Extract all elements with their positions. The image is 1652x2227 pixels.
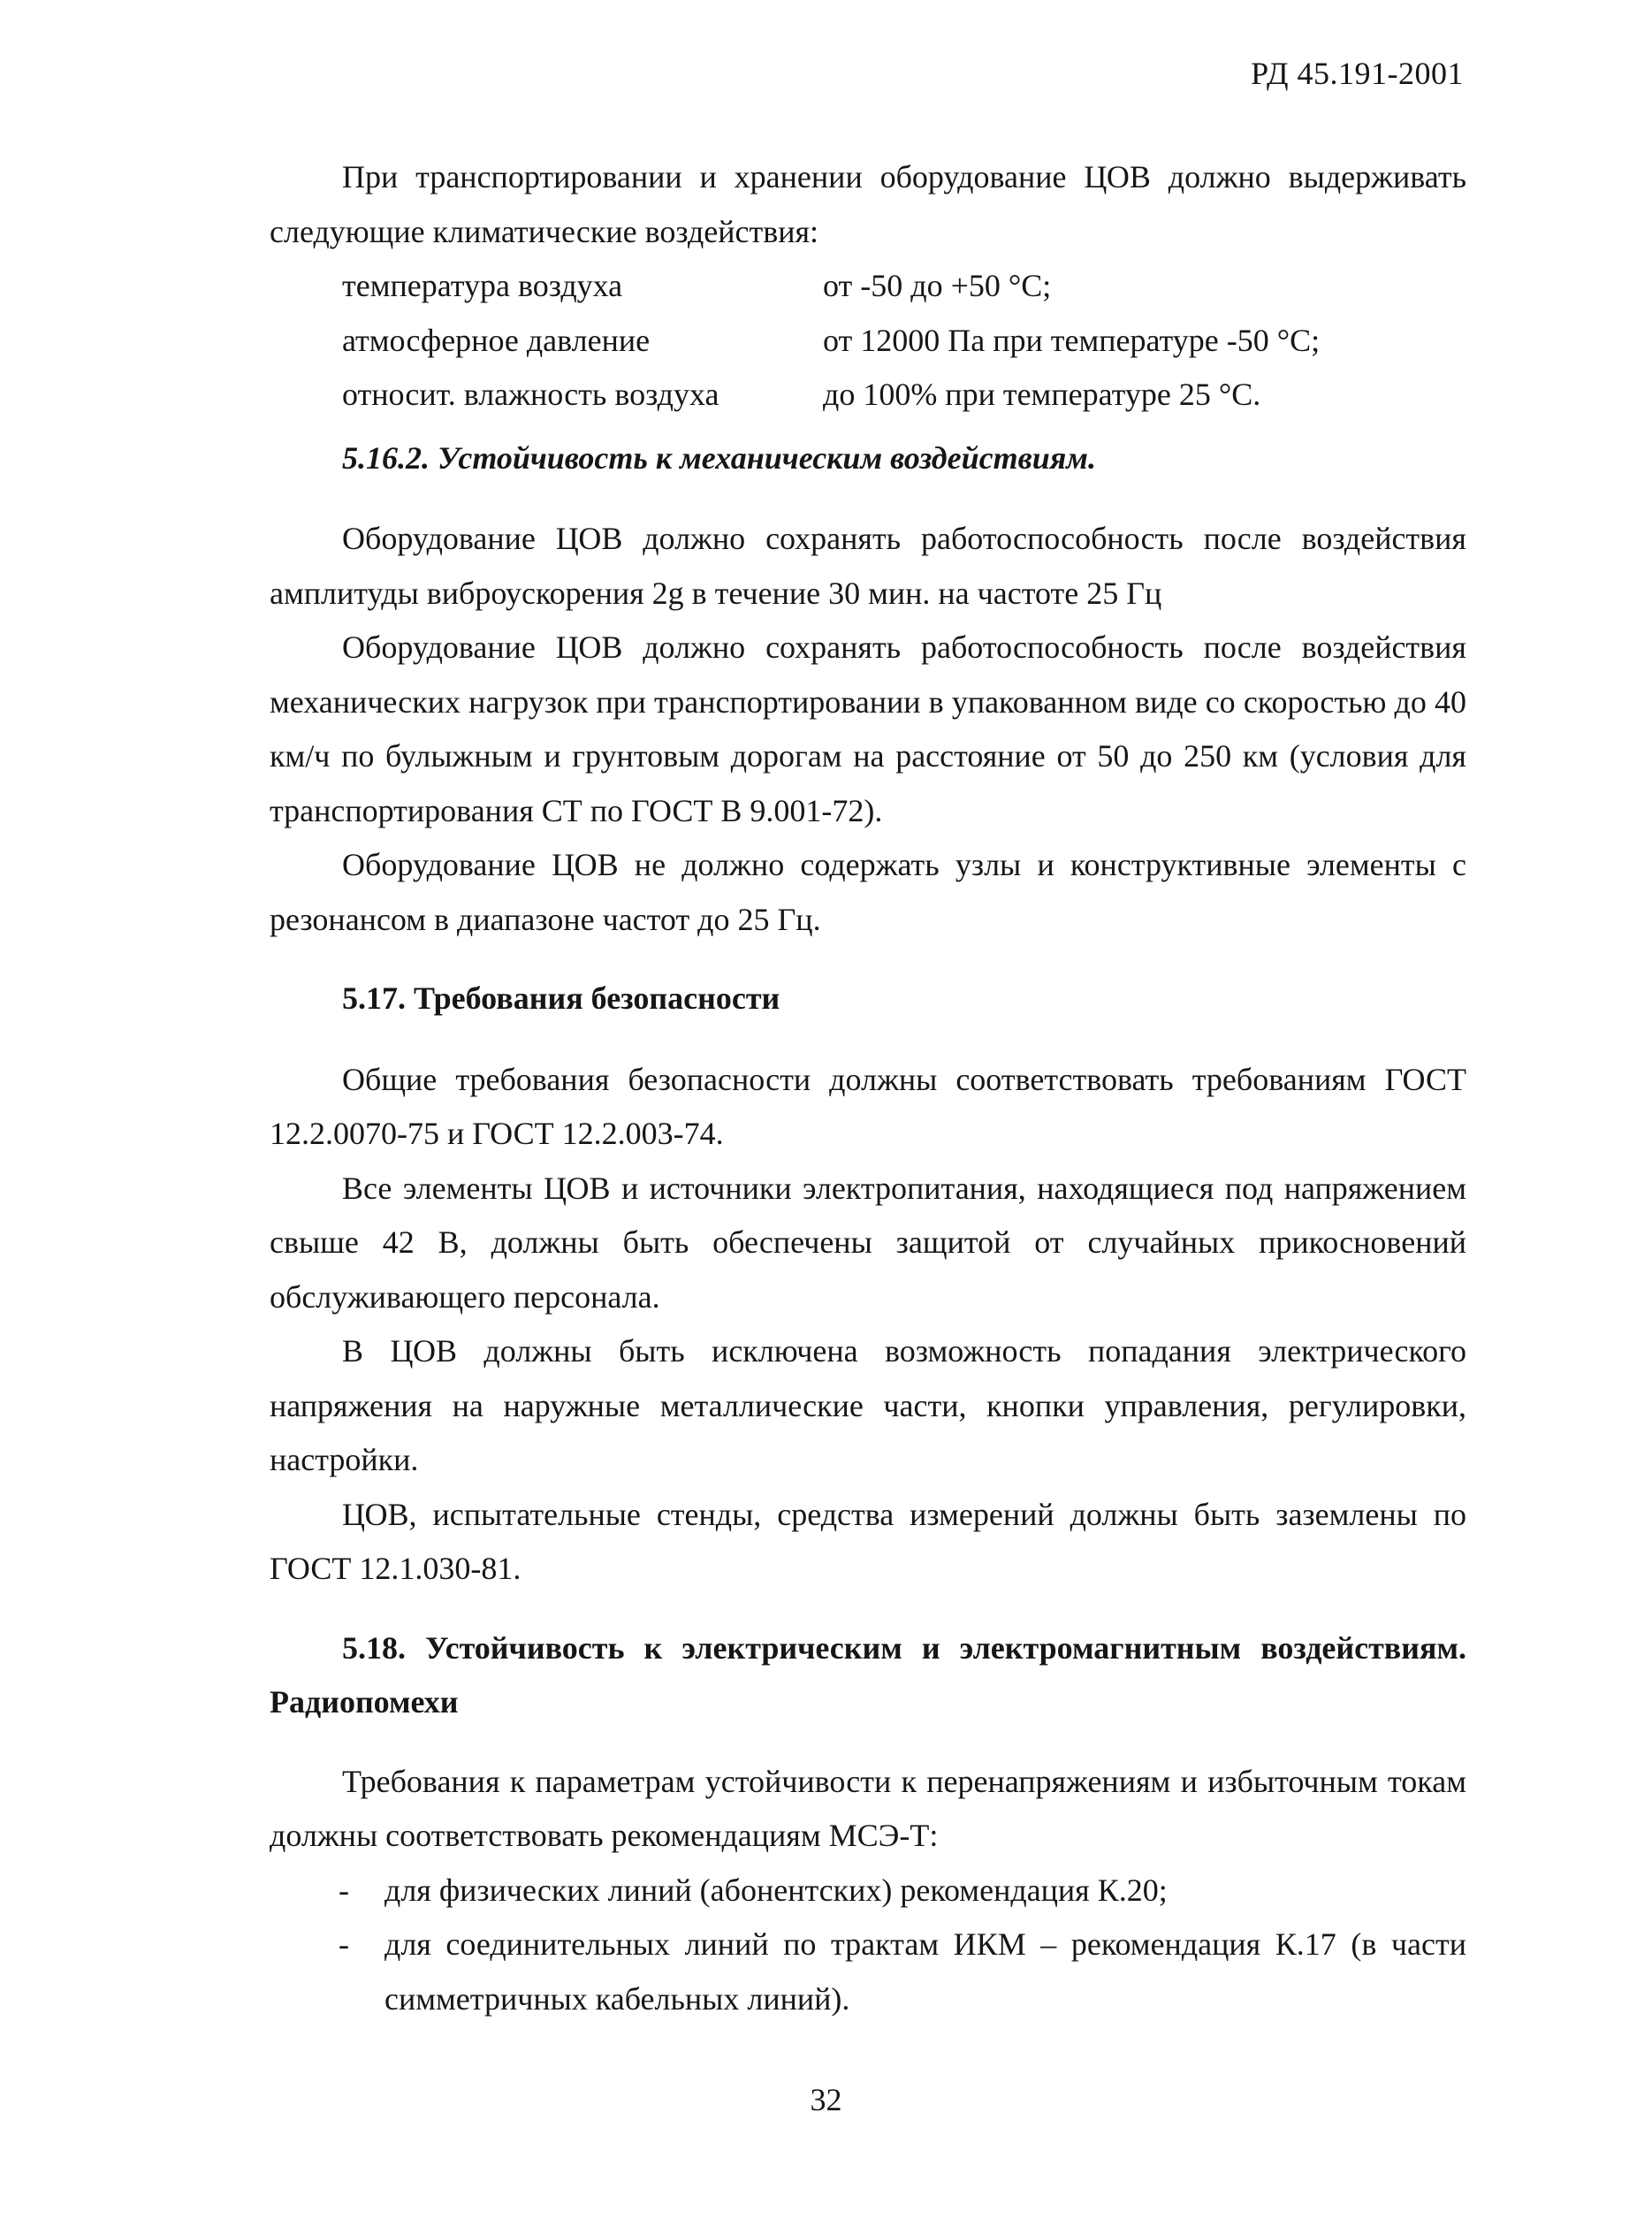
section-5-17-paragraph: Общие требования безопасности должны соответствовать требованиям ГОСТ 12.2.0070-75 и ГОСТ 12.2.003-74. [270, 1061, 1466, 1151]
climate-value: от -50 до +50 °С; [823, 268, 1052, 303]
section-5-17-paragraph: ЦОВ, испытательные стенды, средства измерений должны быть заземлены по ГОСТ 12.1.030-81. [270, 1496, 1466, 1586]
bullet-dash: - [339, 1872, 349, 1908]
intro-paragraph: При транспортировании и хранении оборудование ЦОВ должно выдерживать следующие климатические воздействия: [270, 159, 1466, 249]
section-5-17-paragraph: В ЦОВ должны быть исключена возможность попадания электрического напряжения на наружные металлические части, кнопки управления, регулировки, настройки. [270, 1333, 1466, 1477]
bullet-dash: - [339, 1926, 349, 1962]
section-5-16-2-heading: 5.16.2. Устойчивость к механическим воздействиям. [342, 439, 1096, 476]
section-5-18-paragraph: Требования к параметрам устойчивости к перенапряжениям и избыточным токам должны соответствовать рекомендациям МСЭ-Т: [270, 1763, 1466, 1853]
climate-conditions-list [342, 259, 1466, 423]
climate-row [342, 368, 1466, 423]
page-content [270, 150, 1466, 2026]
climate-parameter: относит. влажность воздуха [342, 377, 719, 412]
climate-parameter: температура воздуха [342, 268, 623, 303]
list-item [270, 1864, 1466, 1918]
section-5-16-2-paragraph: Оборудование ЦОВ не должно содержать узлы и конструктивные элементы с резонансом в диапазоне частот до 25 Гц. [270, 847, 1466, 937]
climate-value: от 12000 Па при температуре -50 °С; [823, 322, 1321, 358]
page-number: 32 [810, 2082, 842, 2117]
section-5-16-2-paragraph: Оборудование ЦОВ должно сохранять работоспособность после воздействия амплитуды виброускорения 2g в течение 30 мин. на частоте 25 Гц [270, 521, 1466, 611]
climate-value: до 100% при температуре 25 °С. [823, 377, 1261, 412]
climate-row [342, 314, 1466, 369]
document-code: РД 45.191-2001 [1251, 56, 1464, 91]
climate-row [342, 259, 1466, 314]
list-item-text: для физических линий (абонентских) рекомендация К.20; [384, 1872, 1168, 1908]
section-5-17-heading: 5.17. Требования безопасности [342, 980, 780, 1016]
list-item [270, 1918, 1466, 2026]
list-item-text: для соединительных линий по трактам ИКМ – рекомендация К.17 (в части симметричных кабельных линий). [384, 1926, 1466, 2017]
recommendations-list [270, 1864, 1466, 2027]
section-5-18-heading: 5.18. Устойчивость к электрическим и электромагнитным воздействиям. Радиопомехи [270, 1629, 1466, 1720]
climate-parameter: атмосферное давление [342, 322, 651, 358]
section-5-17-paragraph: Все элементы ЦОВ и источники электропитания, находящиеся под напряжением свыше 42 В, должны быть обеспечены защитой от случайных прикосновений обслуживающего персонала. [270, 1170, 1466, 1315]
section-5-16-2-paragraph: Оборудование ЦОВ должно сохранять работоспособность после воздействия механических нагрузок при транспортировании в упакованном виде со скоростью до 40 км/ч по булыжным и грунтовым дорогам на расстояние от 50 до 250 км (условия для транспортирования СТ по ГОСТ В 9.001-72). [270, 629, 1466, 828]
